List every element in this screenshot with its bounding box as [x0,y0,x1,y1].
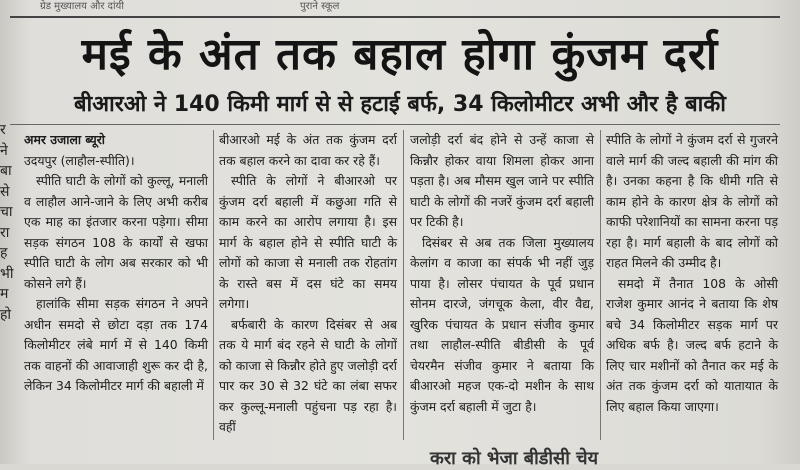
column-3 [410,130,594,442]
subheadline: बीआरओ ने 140 किमी मार्ग से से हटाई बर्फ, 34 किलोमीटर अभी और है बाकी [74,92,726,117]
column-divider [213,130,214,440]
column-divider [403,130,404,440]
col1-para-1: स्पीति घाटी के लोगों को कुल्लू, मनाली व लाहौल आने-जाने के लिए अभी करीब एक माह का इंतजार करना पड़ेगा। सीमा सड़क संगठन 108 के कार्यों से खफा स्पीति घाटी के लोग अब सरकार को भी कोसने लगे हैं। [24,173,208,291]
col3-para-1: जलोड़ी दर्रा बंद होने से उन्हें काजा से किन्नौर होकर वाया शिमला होकर आना पड़ता है। अब मौसम खुल जाने पर स्पीति घाटी के लोगों की नजरें कुंजम दर्रा बहाली पर टिकी है। [410,132,594,229]
col3-para-2: दिसंबर से अब तक जिला मुख्यालय केलांग व काजा का संपर्क भी नहीं जुड़ पाया है। लोसर पंचायत के पूर्व प्रधान सोनम दारजे, जंगचूक केला, वीर वैद्य, खुरिक पंचायत के प्रधान संजीव कुमार तथा लाहौल-स्पीति बीडीसी के पूर्व चेयरमैन संजीव कुमार ने बताया कि बीआरओ महज एक-दो मशीन के साथ कुंजम दर्रा बहाली में जुटा है। [410,234,594,414]
next-article-fragment: करा को भेजा बीडीसी चेय [430,448,599,469]
headline: मई के अंत तक बहाल होगा कुंजम दर्रा [81,29,719,80]
fragment-top-right: पुराने स्कूल [300,1,340,12]
col2-para-3: बर्फबारी के कारण दिसंबर से अब तक ये मार्ग बंद रहने से घाटी के लोगों को काजा से किन्नौर होते हुए जलोड़ी दर्रा पार कर 30 से 32 घंटे का लंबा सफर कर कुल्लू-मनाली पहुंचना पड़ रहा है। वहीं [219,316,397,434]
top-rule [10,16,780,18]
col4-para-1: स्पीति के लोगों ने कुंजम दर्रा से गुजरने वाले मार्ग की जल्द बहाली की मांग की है। उनका कहना है कि धीमी गति से काम होने के कारण क्षेत्र के लोगों को काफी परेशानियों का सामना करना पड़ रहा है। मार्ग बहाली के बाद लोगों को राहत मिलने की उम्मीद है। [606,132,778,270]
dateline: उदयपुर (लाहौल-स्पीति)। [24,152,135,168]
column-4 [606,130,778,442]
subhead-rule [10,124,780,125]
left-edge-fragment: र ने बा से चा रा ह भी म हो [0,122,14,323]
col2-para-1: बीआरओ मई के अंत तक कुंजम दर्रा तक बहाल करने का दावा कर रहे हैं। [219,132,397,168]
col2-para-2: स्पीति के लोगों ने बीआरओ पर कुंजम दर्रा बहाली में कछुआ गति से काम करने का आरोप लगाया है। इस मार्ग के बहाल होने से स्पीति घाटी के लोगों को काजा से मनाली तक रोहतांग के रास्ते बस में दस घंटे का समय लगेगा। [219,173,397,311]
col1-para-2: हालांकि सीमा सड़क संगठन ने अपने अधीन समदो से छोटा दड़ा तक 174 किलोमीटर लंबे मार्ग में से 140 किमी तक वाहनों की आवाजाही शुरू कर दी है, लेकिन 34 किलोमीटर मार्ग की बहाली में [24,296,208,393]
byline: अमर उजाला ब्यूरो [24,132,105,147]
column-2 [219,130,397,442]
column-divider [600,130,601,440]
previous-article-strip [0,0,800,14]
fragment-top-left: ग्रेड मुख्यालय और दांयी [40,1,124,12]
column-1 [24,130,208,442]
col4-para-2: समदो में तैनात 108 के ओसी राजेश कुमार आनंद ने बताया कि शेष बचे 34 किलोमीटर सड़क मार्ग पर अधिक बर्फ है। जल्द बर्फ हटाने के लिए चार मशीनों को तैनात कर मई के अंत तक कुंजम दर्रा को यातायात के लिए बहाल किया जाएगा। [606,275,778,414]
